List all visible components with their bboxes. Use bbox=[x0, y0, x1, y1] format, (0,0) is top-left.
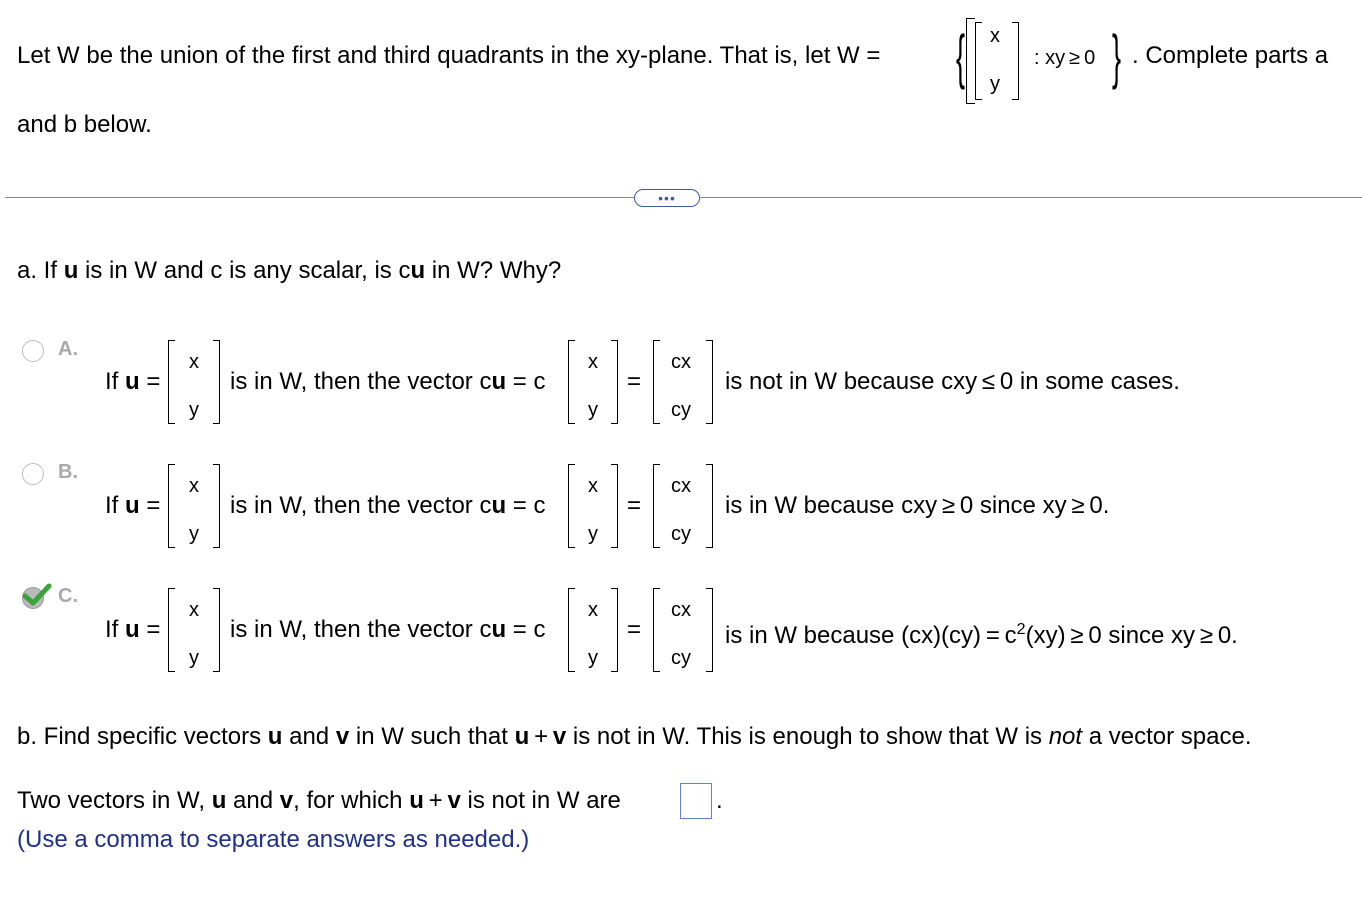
option-c-equals: = bbox=[627, 616, 642, 643]
option-b-if: If u = bbox=[105, 492, 161, 519]
option-b-vec1-top: x bbox=[189, 475, 199, 497]
option-c-vec2-left bbox=[568, 588, 575, 672]
hint-text: (Use a comma to separate answers as needed.) bbox=[17, 826, 530, 853]
option-a-vec1-right bbox=[213, 340, 220, 424]
part-a-question: a. If u is in W and c is any scalar, is cu in W? Why? bbox=[17, 257, 562, 284]
more-button[interactable]: ••• bbox=[634, 189, 700, 207]
answer-prompt: Two vectors in W, u and v, for which u + v is not in W are bbox=[17, 787, 621, 814]
option-b-vec2-left bbox=[568, 464, 575, 548]
answer-period: . bbox=[716, 787, 723, 814]
option-a-equals: = bbox=[627, 368, 642, 395]
option-a-vec1-bottom: y bbox=[189, 399, 199, 421]
intro-text-end: . Complete parts a bbox=[1132, 42, 1329, 69]
option-a-vec2-top: x bbox=[588, 351, 598, 373]
option-c-vec1-right bbox=[213, 588, 220, 672]
option-a-vec2-bottom: y bbox=[588, 399, 598, 421]
option-a-if: If u = bbox=[105, 368, 161, 395]
option-c-vec3-bottom: cy bbox=[671, 647, 691, 669]
answer-input[interactable] bbox=[680, 783, 712, 819]
option-a-label: A. bbox=[58, 338, 78, 360]
set-open-brace: { bbox=[956, 23, 966, 90]
option-a-vec3-right bbox=[706, 340, 713, 424]
option-b-vec1-right bbox=[213, 464, 220, 548]
option-b-vec2-bottom: y bbox=[588, 523, 598, 545]
option-c-vec1-left bbox=[168, 588, 175, 672]
option-b-equals: = bbox=[627, 492, 642, 519]
option-c-label: C. bbox=[58, 585, 78, 607]
intro-text: Let W be the union of the first and third quadrants in the xy-plane. That is, let W = bbox=[17, 42, 881, 69]
option-b-vec2-right bbox=[611, 464, 618, 548]
option-c-vec2-right bbox=[611, 588, 618, 672]
option-c-vec2-top: x bbox=[588, 599, 598, 621]
option-a-vec3-top: cx bbox=[671, 351, 691, 373]
option-b-middle: is in W, then the vector cu = c bbox=[230, 492, 546, 519]
option-c-tail: is in W because $(cx)(cy) = c^2(xy) \ge 0$ since xy ≥ 0. bbox=[725, 621, 1238, 649]
option-b-vec1-left bbox=[168, 464, 175, 548]
option-a-vec2-right bbox=[611, 340, 618, 424]
intro-text-line2: and b below. bbox=[17, 111, 152, 138]
set-bracket-right bbox=[1012, 22, 1019, 100]
option-a-vec1-left bbox=[168, 340, 175, 424]
check-icon bbox=[22, 583, 52, 607]
option-b-vec3-left bbox=[653, 464, 660, 548]
option-a-vec3-left bbox=[653, 340, 660, 424]
question-intro bbox=[17, 42, 880, 70]
option-c-middle: is in W, then the vector cu = c bbox=[230, 616, 546, 643]
option-b-radio[interactable] bbox=[22, 463, 44, 485]
option-c-if: If u = bbox=[105, 616, 161, 643]
option-b-vec3-bottom: cy bbox=[671, 523, 691, 545]
option-b-vec3-top: cx bbox=[671, 475, 691, 497]
option-a-vec3-bottom: cy bbox=[671, 399, 691, 421]
set-close-brace: } bbox=[1112, 23, 1122, 90]
option-c-vec3-top: cx bbox=[671, 599, 691, 621]
option-a-radio[interactable] bbox=[22, 340, 44, 362]
option-b-tail: is in W because cxy ≥ 0 since xy ≥ 0. bbox=[725, 492, 1110, 519]
option-a-vec2-left bbox=[568, 340, 575, 424]
option-b-vec2-top: x bbox=[588, 475, 598, 497]
option-a-vec1-top: x bbox=[189, 351, 199, 373]
option-c-vec3-right bbox=[706, 588, 713, 672]
option-a-middle: is in W, then the vector cu = c bbox=[230, 368, 546, 395]
option-b-vec3-right bbox=[706, 464, 713, 548]
option-a-tail: is not in W because cxy ≤ 0 in some cases. bbox=[725, 368, 1180, 395]
option-c-vec3-left bbox=[653, 588, 660, 672]
set-vec-bottom: y bbox=[990, 73, 1000, 95]
option-b-vec1-bottom: y bbox=[189, 523, 199, 545]
part-b-question: b. Find specific vectors u and v in W such that u + v is not in W. This is enough to show that W is not a vector space. bbox=[17, 723, 1252, 750]
set-condition: : xy ≥ 0 bbox=[1034, 47, 1096, 69]
set-bracket-left-outer bbox=[966, 18, 975, 104]
option-c-vec1-bottom: y bbox=[189, 647, 199, 669]
option-b-label: B. bbox=[58, 461, 78, 483]
option-c-vec2-bottom: y bbox=[588, 647, 598, 669]
set-bracket-left bbox=[975, 22, 982, 100]
option-c-vec1-top: x bbox=[189, 599, 199, 621]
set-vec-top: x bbox=[990, 25, 1000, 47]
